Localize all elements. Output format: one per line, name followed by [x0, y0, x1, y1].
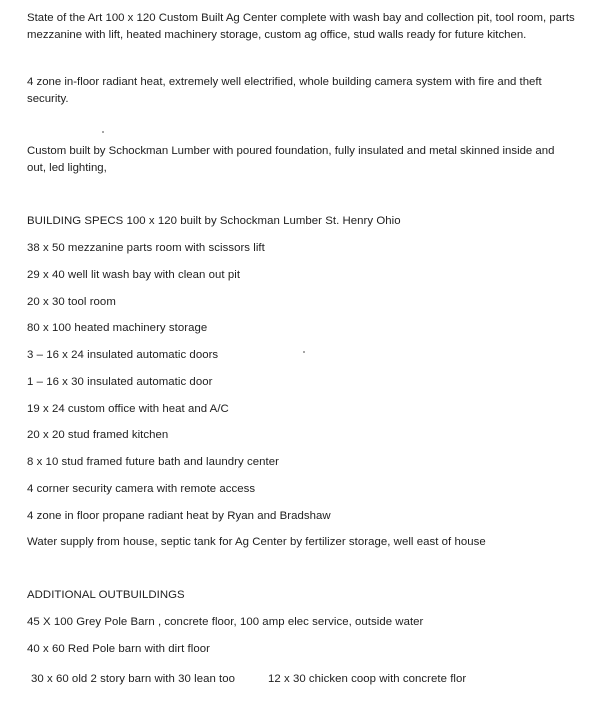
intro-paragraph-1: State of the Art 100 x 120 Custom Built Ag Center complete with wash bay and collection pit, tool room, parts mezzanine with lift, heated machinery storage, custom ag office, stud walls ready for future kitchen. [27, 12, 575, 41]
outbuilding-item-barn: 30 x 60 old 2 story barn with 30 lean too [31, 673, 236, 685]
scan-speck [102, 131, 104, 133]
scan-speck [303, 351, 305, 353]
intro-paragraph-2: 4 zone in-floor radiant heat, extremely well electrified, whole building camera system with fire and theft security. [27, 76, 542, 105]
outbuilding-item-coop: 12 x 30 chicken coop with concrete flor [268, 673, 467, 685]
spec-item: 20 x 20 stud framed kitchen [27, 429, 169, 441]
spec-item: 4 zone in floor propane radiant heat by Ryan and Bradshaw [27, 510, 331, 522]
spec-item: 4 corner security camera with remote access [27, 483, 256, 495]
spec-item: 29 x 40 well lit wash bay with clean out pit [27, 269, 241, 281]
spec-item: Water supply from house, septic tank for Ag Center by fertilizer storage, well east of house [27, 536, 486, 548]
building-specs-heading: BUILDING SPECS 100 x 120 built by Schockman Lumber St. Henry Ohio [27, 215, 401, 227]
spec-item: 19 x 24 custom office with heat and A/C [27, 403, 229, 415]
outbuildings-heading: ADDITIONAL OUTBUILDINGS [27, 589, 185, 601]
outbuilding-item: 40 x 60 Red Pole barn with dirt floor [27, 643, 210, 655]
spec-item: 38 x 50 mezzanine parts room with scissors lift [27, 242, 265, 254]
spec-item: 20 x 30 tool room [27, 296, 116, 308]
spec-item: 1 – 16 x 30 insulated automatic door [27, 376, 213, 388]
spec-item: 80 x 100 heated machinery storage [27, 322, 208, 334]
spec-item: 8 x 10 stud framed future bath and laundry center [27, 456, 279, 468]
outbuilding-item: 45 X 100 Grey Pole Barn , concrete floor, 100 amp elec service, outside water [27, 616, 424, 628]
spec-item: 3 – 16 x 24 insulated automatic doors [27, 349, 219, 361]
intro-paragraph-3: Custom built by Schockman Lumber with poured foundation, fully insulated and metal skinned inside and out, led lighting, [27, 145, 555, 174]
